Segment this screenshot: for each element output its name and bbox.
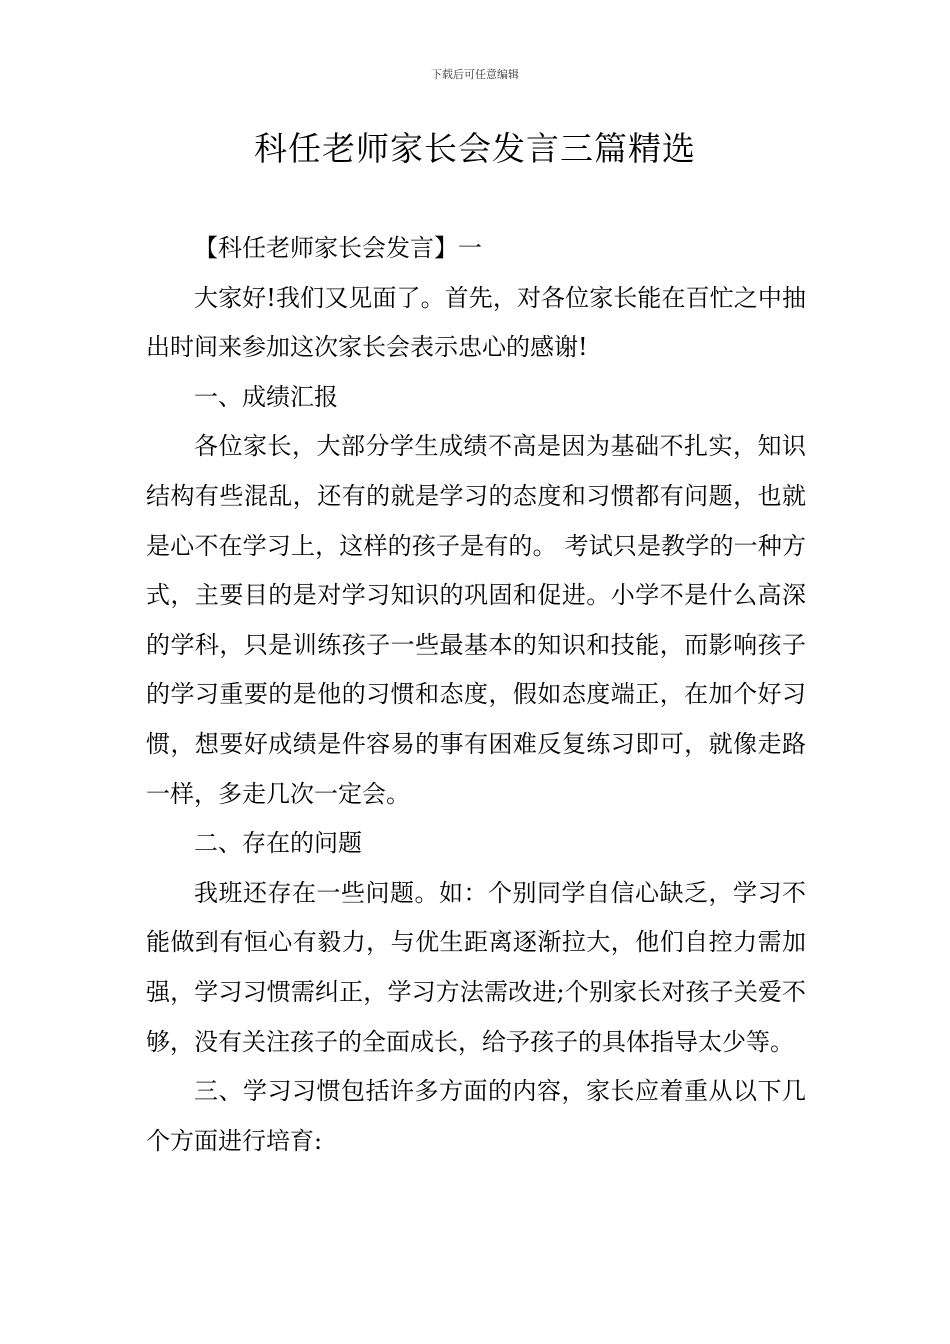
paragraph: 我班还存在一些问题。如：个别同学自信心缺乏，学习不能做到有恒心有毅力，与优生距离逐渐拉大，他们自控力需加强，学习习惯需纠正，学习方法需改进;个别家长对孩子关爱不够，没有关注孩子的全面成长，给予孩子的具体指导太少等。 — [146, 878, 806, 1056]
header-note: 下载后可任意编辑 — [431, 68, 519, 81]
section-heading: 二、存在的问题 — [194, 829, 362, 858]
section-heading: 一、成绩汇报 — [194, 382, 338, 411]
paragraph: 大家好!我们又见面了。首先，对各位家长能在百忙之中抽出时间来参加这次家长会表示忠心的感谢! — [146, 283, 806, 362]
document-body — [146, 224, 806, 1166]
document-title: 科任老师家长会发言三篇精选 — [254, 129, 696, 168]
paragraph: 各位家长，大部分学生成绩不高是因为基础不扎实，知识结构有些混乱，还有的就是学习的态度和习惯都有问题，也就是心不在学习上，这样的孩子是有的。 考试只是教学的一种方式，主要目的是对学习知识的巩固和促进。小学不是什么高深的学科，只是训练孩子一些最基本的知识和技能，而影响孩子的学习重要的是他的习惯和态度，假如态度端正，在加个好习惯，想要好成绩是件容易的事有困难反复练习即可，就像走路一样，多走几次一定会。 — [146, 432, 806, 808]
section-heading: 【科任老师家长会发言】一 — [194, 234, 482, 262]
paragraph: 三、学习习惯包括许多方面的内容，家长应着重从以下几个方面进行培育: — [146, 1077, 806, 1155]
